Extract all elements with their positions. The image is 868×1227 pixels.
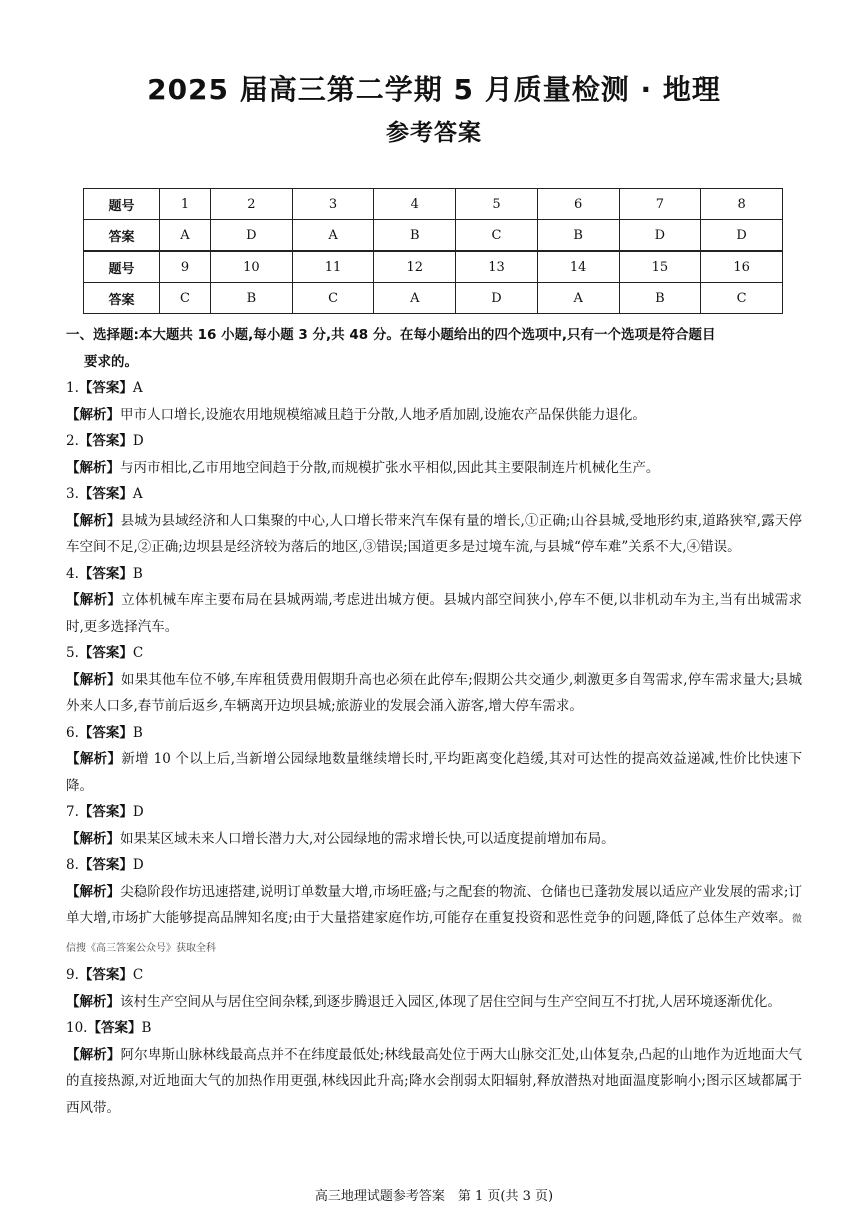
answer-content	[66, 322, 802, 1121]
question-answer-line	[66, 561, 802, 588]
analysis-text: 如果某区域未来人口增长潜力大,对公园绿地的需求增长快,可以适度提前增加布局。	[120, 830, 615, 847]
analysis-paragraph	[66, 508, 802, 561]
question-number-cell: 4	[374, 189, 456, 220]
question-number-cell: 16	[701, 251, 783, 283]
answer-cell: C	[292, 283, 374, 314]
answer-row	[84, 283, 783, 314]
answer-value: D	[132, 433, 144, 449]
analysis-tag: 【解析】	[66, 751, 122, 767]
analysis-paragraph	[66, 402, 802, 429]
answer-value: C	[132, 967, 144, 983]
question-answer-line	[66, 720, 802, 747]
row-header: 答案	[84, 283, 160, 314]
analysis-paragraph	[66, 746, 802, 799]
analysis-text: 与丙市相比,乙市用地空间趋于分散,而规模扩张水平相似,因此其主要限制连片机械化生产。	[120, 459, 660, 476]
question-number-cell: 8	[701, 189, 783, 220]
question-list	[66, 375, 802, 1121]
question-number: 8.	[66, 857, 79, 873]
question-answer-line	[66, 962, 802, 989]
answer-tag: 【答案】	[78, 565, 133, 582]
answer-value: B	[132, 565, 143, 582]
analysis-tag: 【解析】	[66, 671, 121, 688]
page-title: 2025 届高三第二学期 5 月质量检测 · 地理	[147, 73, 721, 106]
question-number-cell: 11	[292, 251, 374, 283]
question-number-cell: 10	[211, 251, 293, 283]
question-number-cell: 6	[537, 189, 619, 220]
answer-cell: B	[374, 220, 456, 252]
answer-cell: D	[211, 220, 293, 252]
analysis-tag: 【解析】	[66, 459, 120, 476]
answer-tag: 【答案】	[78, 645, 133, 661]
question-number-cell: 2	[211, 189, 293, 220]
row-header: 题号	[84, 251, 160, 283]
analysis-tag: 【解析】	[66, 592, 122, 608]
answer-cell: B	[211, 283, 293, 314]
answer-cell: A	[537, 283, 619, 314]
question-answer-line	[66, 481, 802, 508]
question-answer-line	[66, 799, 802, 826]
question-number-cell: 12	[374, 251, 456, 283]
question-number: 4.	[66, 565, 79, 582]
analysis-paragraph	[66, 667, 802, 720]
answer-value: A	[132, 380, 143, 396]
answer-tag: 【答案】	[78, 433, 133, 449]
analysis-tag: 【解析】	[66, 406, 120, 423]
answer-cell: B	[619, 283, 701, 314]
analysis-paragraph	[66, 1042, 802, 1122]
row-header: 答案	[84, 220, 160, 252]
question-answer-line	[66, 852, 802, 879]
question-number: 9.	[66, 967, 79, 983]
answer-value: D	[132, 857, 144, 873]
analysis-text: 尖稳阶段作坊迅速搭建,说明订单数量大增,市场旺盛;与之配套的物流、仓储也已蓬勃发展以适应产业发展的需求;订单大增,市场扩大能够提高品牌知名度;由于大量搭建家庭作坊,可能存在重复投资和恶性竞争的问题,降低了总体生产效率。	[66, 883, 802, 926]
answer-tag: 【答案】	[78, 967, 133, 983]
question-number: 10.	[66, 1020, 88, 1036]
question-number-cell: 14	[537, 251, 619, 283]
question-number-cell: 3	[292, 189, 374, 220]
section-heading-line2: 要求的。	[84, 353, 138, 370]
answer-cell: A	[160, 220, 211, 252]
answer-value: B	[141, 1020, 152, 1036]
answer-tag: 【答案】	[78, 724, 133, 741]
answer-value: D	[132, 804, 144, 820]
question-number: 3.	[66, 486, 79, 502]
answer-cell: A	[374, 283, 456, 314]
answer-cell: B	[537, 220, 619, 252]
answer-tag: 【答案】	[87, 1020, 142, 1036]
answer-table	[83, 188, 783, 314]
question-number: 6.	[66, 724, 79, 741]
answer-value: B	[132, 724, 143, 741]
analysis-paragraph	[66, 587, 802, 640]
analysis-tag: 【解析】	[66, 883, 121, 900]
question-number: 5.	[66, 645, 79, 661]
analysis-paragraph	[66, 455, 802, 482]
answer-cell: D	[701, 220, 783, 252]
question-number-cell: 5	[456, 189, 538, 220]
question-answer-line	[66, 375, 802, 402]
question-number-cell: 13	[456, 251, 538, 283]
analysis-tag: 【解析】	[66, 512, 121, 529]
question-number-cell: 9	[160, 251, 211, 283]
page-subtitle: 参考答案	[386, 120, 482, 146]
answer-cell: D	[619, 220, 701, 252]
question-number: 2.	[66, 433, 79, 449]
section-heading-line1: 一、选择题:本大题共 16 小题,每小题 3 分,共 48 分。在每小题给出的四个选项中,只有一个选项是符合题目	[66, 327, 716, 343]
answer-tag: 【答案】	[78, 857, 133, 873]
question-answer-line	[66, 428, 802, 455]
question-answer-line	[66, 640, 802, 667]
question-number: 7.	[66, 804, 79, 820]
answer-cell: A	[292, 220, 374, 252]
analysis-tag: 【解析】	[66, 830, 120, 847]
analysis-paragraph	[66, 826, 802, 853]
answer-cell: C	[456, 220, 538, 252]
answer-value: C	[132, 645, 144, 661]
question-number-cell: 1	[160, 189, 211, 220]
section-heading	[66, 322, 802, 349]
analysis-paragraph	[66, 879, 802, 963]
row-header: 题号	[84, 189, 160, 220]
analysis-paragraph	[66, 989, 802, 1016]
question-answer-line	[66, 1015, 802, 1042]
answer-row	[84, 220, 783, 252]
watermark-note: 微信搜《高三答案公众号》获取全科	[66, 914, 802, 954]
analysis-text: 甲市人口增长,设施农用地规模缩减且趋于分散,人地矛盾加剧,设施农产品保供能力退化。	[120, 406, 646, 423]
page-footer: 高三地理试题参考答案 第 1 页(共 3 页)	[314, 1189, 554, 1204]
question-number-row	[84, 251, 783, 283]
answer-cell: D	[456, 283, 538, 314]
question-number: 1.	[66, 380, 79, 396]
analysis-text: 阿尔卑斯山脉林线最高点并不在纬度最低处;林线最高处位于两大山脉交汇处,山体复杂,凸起的山地作为近地面大气的直接热源,对近地面大气的加热作用更强,林线因此升高;降水会削弱太阳辐射,释放潜热对地面温度影响小;图示区域都属于西风带。	[66, 1046, 803, 1116]
question-number-cell: 7	[619, 189, 701, 220]
answer-tag: 【答案】	[78, 380, 133, 396]
analysis-text: 如果其他车位不够,车库租赁费用假期升高也必须在此停车;假期公共交通少,刺激更多自驾需求,停车需求量大;县城外来人口多,春节前后返乡,车辆离开边坝县城;旅游业的发展会涌入游客,增大停车需求。	[66, 671, 802, 714]
question-number-cell: 15	[619, 251, 701, 283]
analysis-tag: 【解析】	[66, 1046, 121, 1063]
analysis-text: 县城为县域经济和人口集聚的中心,人口增长带来汽车保有量的增长,①正确;山谷县城,受地形约束,道路狭窄,露天停车空间不足,②正确;边坝县是经济较为落后的地区,③错误;国道更多是过境车流,与县城“停车难”关系不大,④错误。	[66, 512, 802, 555]
analysis-text: 新增 10 个以上后,当新增公园绿地数量继续增长时,平均距离变化趋缓,其对可达性的提高效益递减,性价比快速下降。	[66, 751, 803, 794]
question-number-row	[84, 189, 783, 220]
analysis-text: 立体机械车库主要布局在县城两端,考虑进出城方便。县城内部空间狭小,停车不便,以非机动车为主,当有出城需求时,更多选择汽车。	[66, 592, 803, 635]
analysis-text: 该村生产空间从与居住空间杂糅,到逐步腾退迁入园区,体现了居住空间与生产空间互不打扰,人居环境逐渐优化。	[120, 993, 781, 1010]
answer-cell: C	[701, 283, 783, 314]
analysis-tag: 【解析】	[66, 993, 120, 1010]
section-heading-cont	[66, 349, 802, 376]
answer-value: A	[132, 486, 143, 502]
answer-cell: C	[160, 283, 211, 314]
answer-tag: 【答案】	[78, 804, 133, 820]
answer-tag: 【答案】	[78, 486, 133, 502]
